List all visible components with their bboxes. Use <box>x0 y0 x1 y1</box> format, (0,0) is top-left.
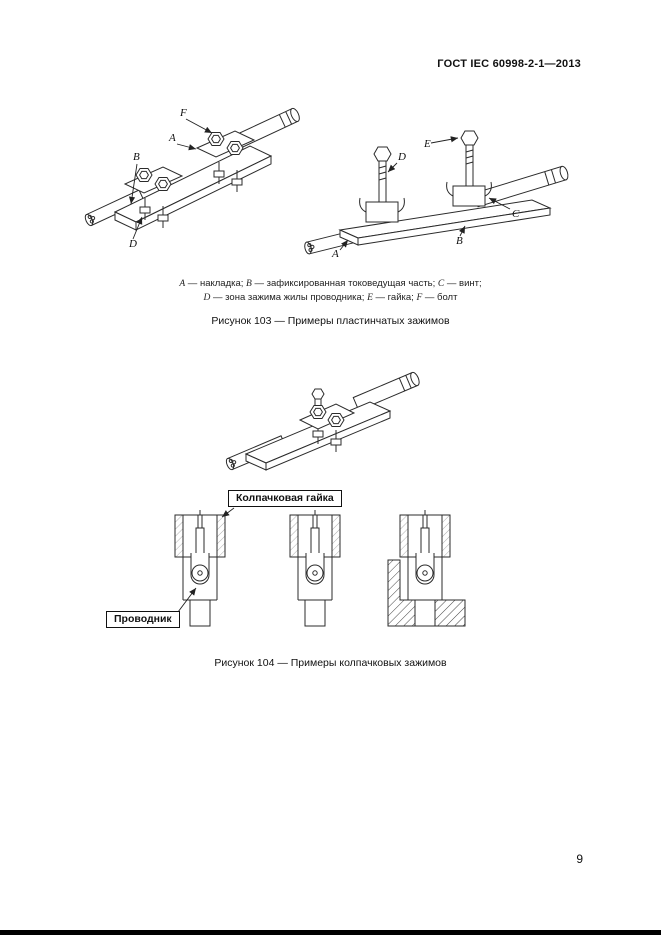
figure-103-right-drawing <box>300 130 580 270</box>
document-header: ГОСТ IEC 60998-2-1—2013 <box>437 58 581 70</box>
figure-label-e: E <box>424 138 431 150</box>
figure-label-d: D <box>129 238 137 250</box>
screw-clamp-2 <box>447 131 492 206</box>
figure-label-a: A <box>332 248 339 260</box>
figure-104-caption: Рисунок 104 — Примеры колпачковых зажимов <box>214 657 447 669</box>
figure-103-left-drawing <box>85 92 315 270</box>
figure-103-caption: Рисунок 103 — Примеры пластинчатых зажимов <box>211 315 450 327</box>
figure-104-isometric-drawing <box>218 362 440 490</box>
figure-label-d: D <box>398 151 406 163</box>
conductor-label: Проводник <box>106 611 180 628</box>
cap-clamp-section-1 <box>175 510 225 626</box>
cap-clamp-section-2 <box>290 510 340 626</box>
legend-line-1: A — накладка; B — зафиксированная токоведущая часть; C — винт; <box>179 278 482 289</box>
figure-label-f: F <box>180 107 187 119</box>
cap-nut-label: Колпачковая гайка <box>228 490 342 507</box>
figure-label-b: B <box>456 235 463 247</box>
figure-103-legend <box>0 277 661 305</box>
figure-label-c: C <box>512 208 520 220</box>
figure-label-b: B <box>133 151 140 163</box>
fixed-rod <box>474 165 569 206</box>
legend-line-2: D — зона зажима жилы проводника; E — гайка; F — болт <box>203 292 458 303</box>
scan-edge <box>0 930 661 935</box>
page-number: 9 <box>576 852 583 866</box>
figure-label-a: A <box>169 132 176 144</box>
